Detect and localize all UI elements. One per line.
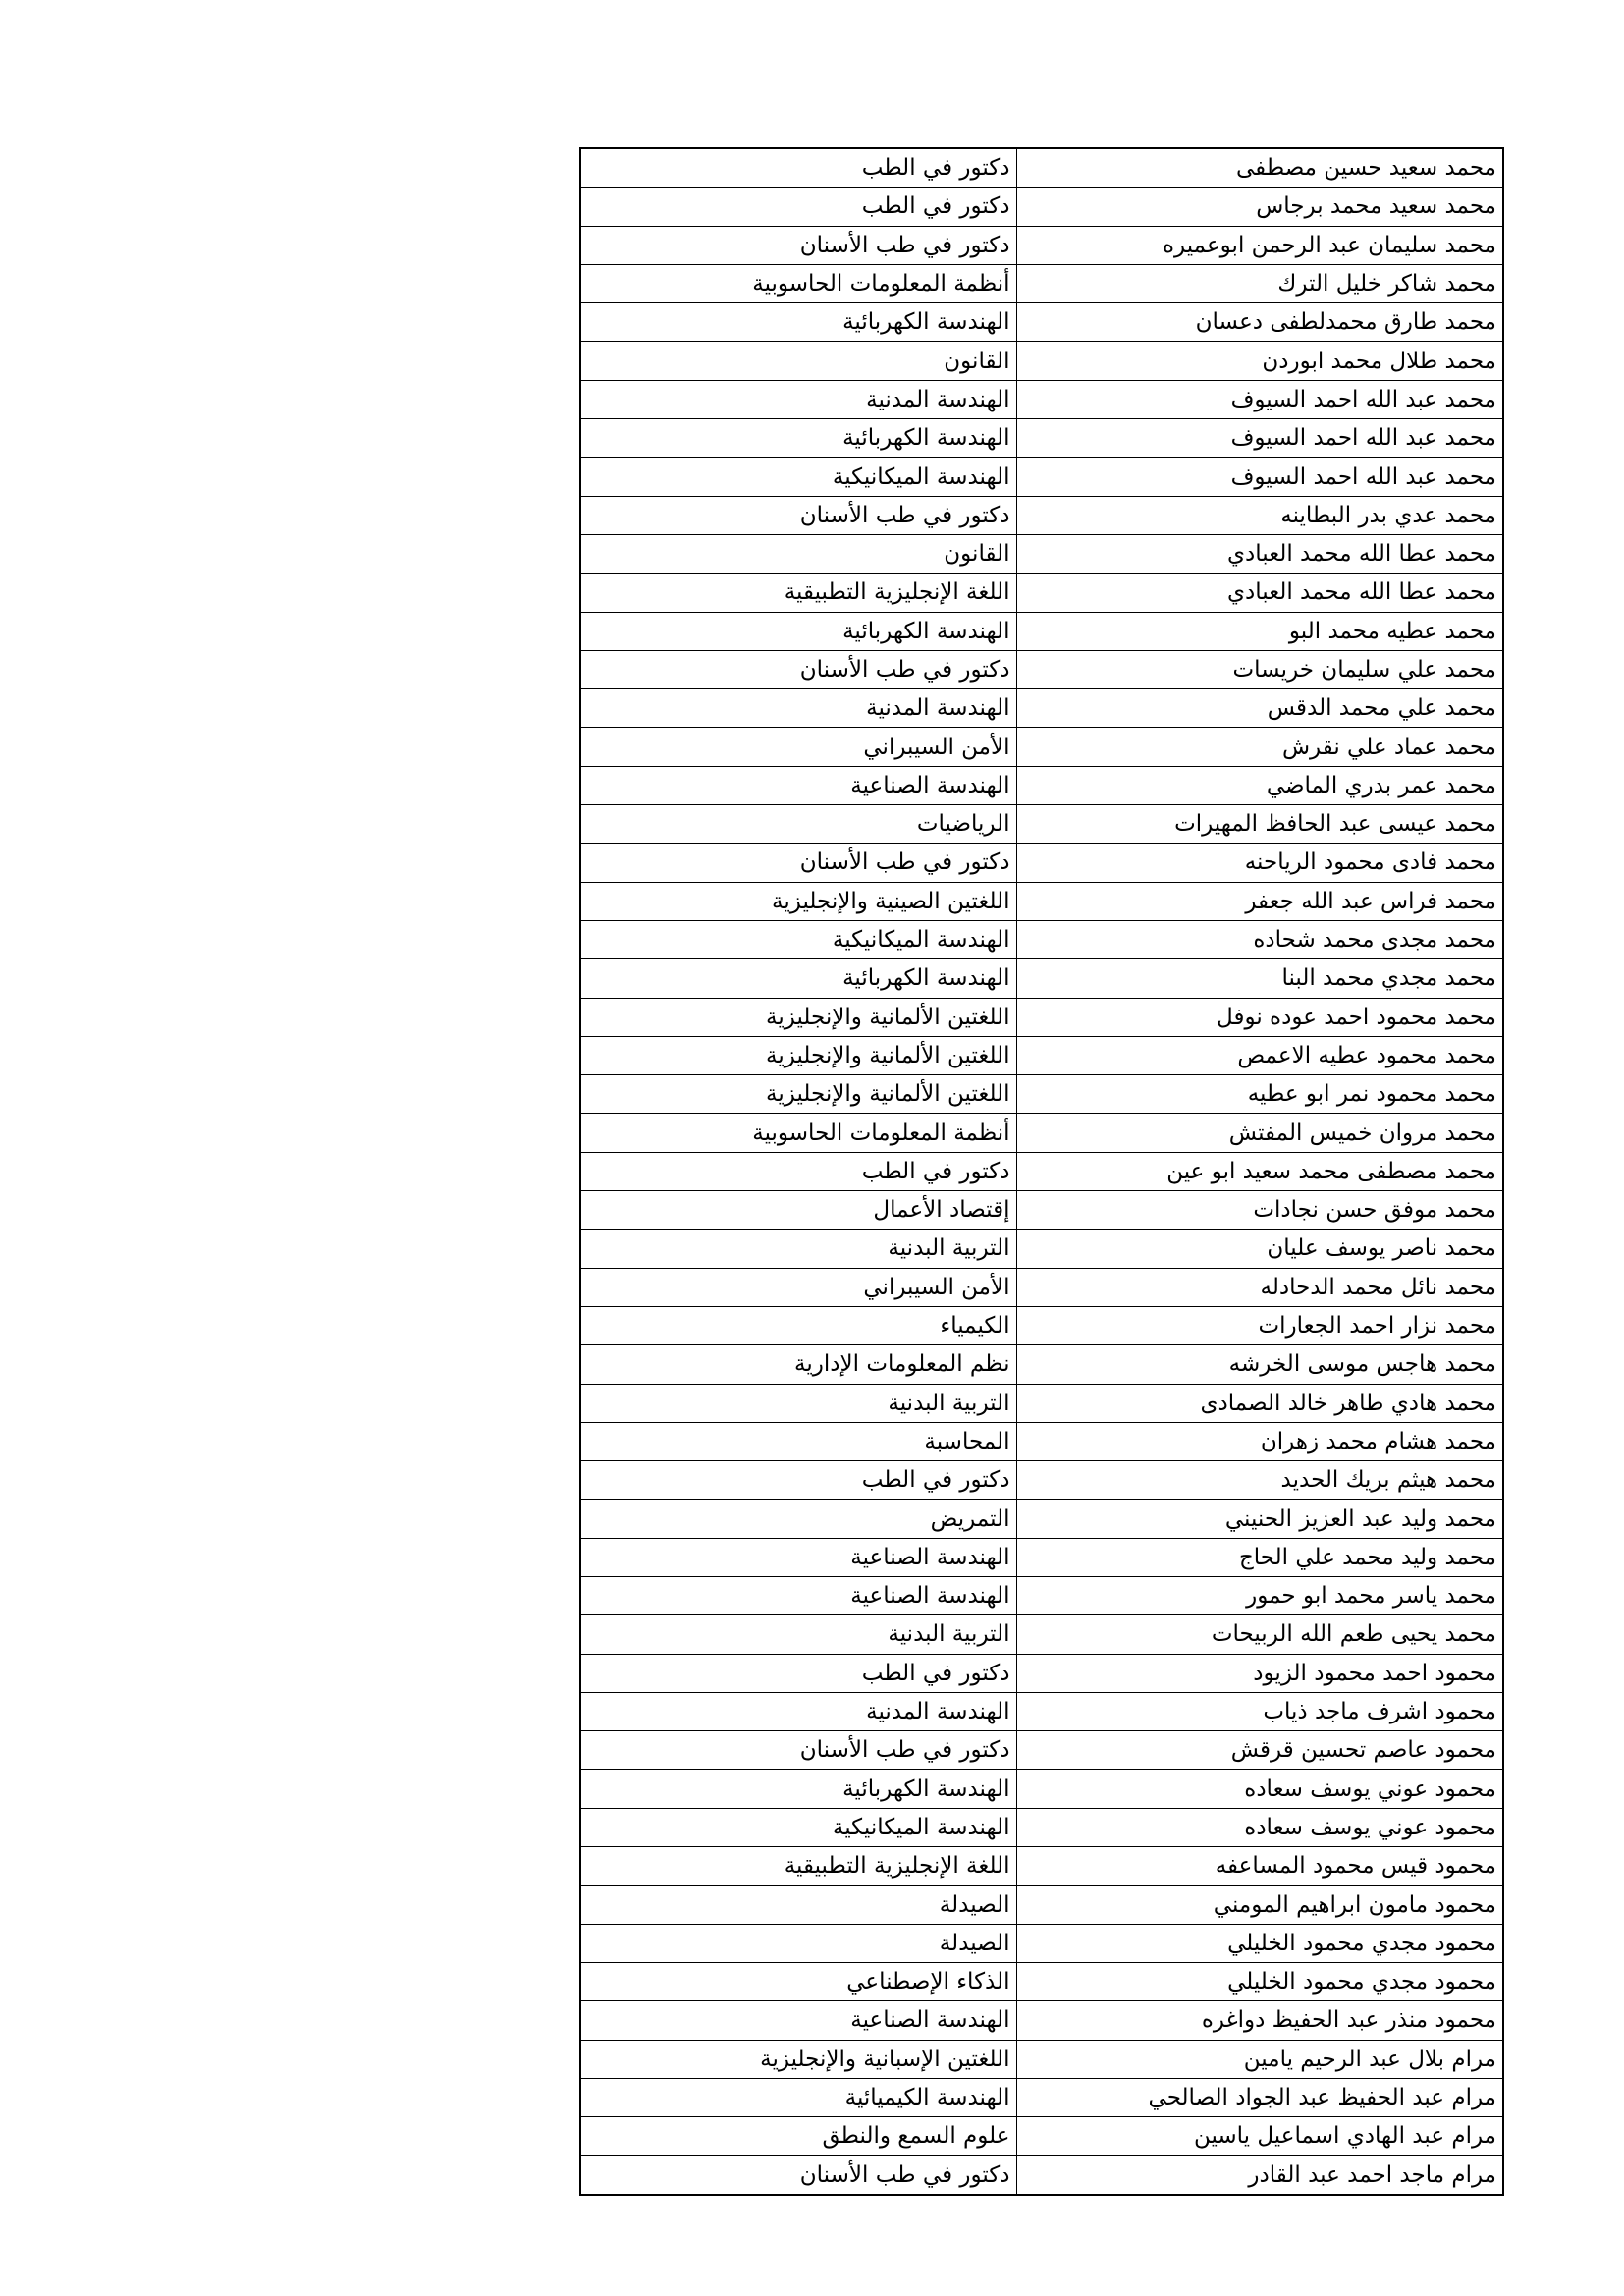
student-name-cell: مرام ماجد احمد عبد القادر <box>1016 2156 1503 2195</box>
table-row <box>580 844 1503 882</box>
major-cell: إقتصاد الأعمال <box>580 1191 1016 1230</box>
table-row <box>580 728 1503 766</box>
major-cell: الهندسة الميكانيكية <box>580 1808 1016 1846</box>
table-row <box>580 1847 1503 1886</box>
major-cell: اللغة الإنجليزية التطبيقية <box>580 1847 1016 1886</box>
major-cell: الذكاء الإصطناعي <box>580 1962 1016 2000</box>
student-name-cell: محمد طارق محمدلطفى دعسان <box>1016 303 1503 342</box>
major-cell: الهندسة المدنية <box>580 1692 1016 1730</box>
student-name-cell: محمد نائل محمد الدحادله <box>1016 1268 1503 1306</box>
major-cell: الهندسة الصناعية <box>580 1538 1016 1576</box>
major-cell: الهندسة الكهربائية <box>580 959 1016 998</box>
student-name-cell: محمد عطا الله محمد العبادي <box>1016 534 1503 573</box>
names-table <box>579 147 1504 2196</box>
student-name-cell: محمد فادى محمود الرياحنه <box>1016 844 1503 882</box>
student-name-cell: محمد هاجس موسى الخرشه <box>1016 1345 1503 1384</box>
table-row <box>580 1075 1503 1114</box>
major-cell: الرياضيات <box>580 805 1016 844</box>
student-name-cell: محمد ناصر يوسف عليان <box>1016 1230 1503 1268</box>
table-row <box>580 534 1503 573</box>
student-name-cell: محمود عوني يوسف سعاده <box>1016 1808 1503 1846</box>
student-name-cell: مرام عبد الهادي اسماعيل ياسين <box>1016 2117 1503 2156</box>
major-cell: دكتور في طب الأسنان <box>580 226 1016 264</box>
major-cell: دكتور في الطب <box>580 148 1016 188</box>
table-row <box>580 689 1503 728</box>
student-name-cell: محمد عطيه محمد البو <box>1016 612 1503 650</box>
table-row <box>580 1306 1503 1344</box>
student-name-cell: محمد سعيد حسين مصطفى <box>1016 148 1503 188</box>
table-row <box>580 1345 1503 1384</box>
major-cell: الكيمياء <box>580 1306 1016 1344</box>
table-row <box>580 1654 1503 1692</box>
table-row <box>580 1268 1503 1306</box>
student-name-cell: محمد عبد الله احمد السيوف <box>1016 458 1503 496</box>
major-cell: دكتور في طب الأسنان <box>580 2156 1016 2195</box>
major-cell: أنظمة المعلومات الحاسوبية <box>580 264 1016 302</box>
student-name-cell: محمد هشام محمد زهران <box>1016 1422 1503 1460</box>
table-row <box>580 1152 1503 1190</box>
major-cell: اللغتين الصينية والإنجليزية <box>580 882 1016 920</box>
table-row <box>580 650 1503 688</box>
student-name-cell: مرام عبد الحفيظ عبد الجواد الصالحي <box>1016 2078 1503 2116</box>
student-name-cell: محمد هيثم بريك الحديد <box>1016 1461 1503 1500</box>
student-name-cell: محمد محمود عطيه الاعمص <box>1016 1036 1503 1074</box>
table-row <box>580 496 1503 534</box>
table-row <box>580 380 1503 418</box>
major-cell: اللغتين الإسبانية والإنجليزية <box>580 2040 1016 2078</box>
student-name-cell: محمد مروان خميس المفتش <box>1016 1114 1503 1152</box>
major-cell: التربية البدنية <box>580 1615 1016 1654</box>
table-row <box>580 882 1503 920</box>
major-cell: دكتور في طب الأسنان <box>580 650 1016 688</box>
table-row <box>580 1731 1503 1770</box>
table-row <box>580 574 1503 612</box>
table-row <box>580 1962 1503 2000</box>
major-cell: الصيدلة <box>580 1924 1016 1962</box>
major-cell: علوم السمع والنطق <box>580 2117 1016 2156</box>
major-cell: القانون <box>580 342 1016 380</box>
student-name-cell: محمد عدي بدر البطاينه <box>1016 496 1503 534</box>
major-cell: دكتور في الطب <box>580 1654 1016 1692</box>
student-name-cell: محمد طلال محمد ابوردن <box>1016 342 1503 380</box>
table-row <box>580 1422 1503 1460</box>
major-cell: الهندسة الكهربائية <box>580 1770 1016 1808</box>
table-row <box>580 2078 1503 2116</box>
student-name-cell: مرام بلال عبد الرحيم يامين <box>1016 2040 1503 2078</box>
major-cell: اللغة الإنجليزية التطبيقية <box>580 574 1016 612</box>
student-name-cell: محمد عطا الله محمد العبادي <box>1016 574 1503 612</box>
student-name-cell: محمود عوني يوسف سعاده <box>1016 1770 1503 1808</box>
table-row <box>580 1576 1503 1614</box>
table-body <box>580 148 1503 2195</box>
table-row <box>580 998 1503 1036</box>
student-name-cell: محمود منذر عبد الحفيظ دواغره <box>1016 2001 1503 2040</box>
student-name-cell: محمد عمر بدري الماضي <box>1016 766 1503 804</box>
student-name-cell: محمد عبد الله احمد السيوف <box>1016 419 1503 458</box>
student-name-cell: محمد هادي طاهر خالد الصمادى <box>1016 1384 1503 1422</box>
table-row <box>580 1886 1503 1924</box>
table-row <box>580 1615 1503 1654</box>
student-name-cell: محمد مجدي محمد البنا <box>1016 959 1503 998</box>
major-cell: الأمن السيبراني <box>580 728 1016 766</box>
major-cell: اللغتين الألمانية والإنجليزية <box>580 1036 1016 1074</box>
major-cell: الصيدلة <box>580 1886 1016 1924</box>
student-name-cell: محمود احمد محمود الزيود <box>1016 1654 1503 1692</box>
table-row <box>580 612 1503 650</box>
major-cell: دكتور في الطب <box>580 1461 1016 1500</box>
major-cell: الهندسة الصناعية <box>580 1576 1016 1614</box>
table-row <box>580 1036 1503 1074</box>
major-cell: الهندسة الكهربائية <box>580 303 1016 342</box>
major-cell: الهندسة المدنية <box>580 380 1016 418</box>
student-name-cell: محمد موفق حسن نجادات <box>1016 1191 1503 1230</box>
major-cell: القانون <box>580 534 1016 573</box>
table-row <box>580 766 1503 804</box>
major-cell: دكتور في طب الأسنان <box>580 1731 1016 1770</box>
student-name-cell: محمد فراس عبد الله جعفر <box>1016 882 1503 920</box>
major-cell: الهندسة الصناعية <box>580 2001 1016 2040</box>
major-cell: دكتور في طب الأسنان <box>580 496 1016 534</box>
document-page <box>579 147 1502 2196</box>
table-row <box>580 458 1503 496</box>
major-cell: الهندسة المدنية <box>580 689 1016 728</box>
major-cell: دكتور في طب الأسنان <box>580 844 1016 882</box>
table-row <box>580 1114 1503 1152</box>
student-name-cell: محمد محمود نمر ابو عطيه <box>1016 1075 1503 1114</box>
table-row <box>580 2001 1503 2040</box>
table-row <box>580 2117 1503 2156</box>
student-name-cell: محمد محمود احمد عوده نوفل <box>1016 998 1503 1036</box>
student-name-cell: محمد عبد الله احمد السيوف <box>1016 380 1503 418</box>
major-cell: المحاسبة <box>580 1422 1016 1460</box>
table-row <box>580 1808 1503 1846</box>
table-row <box>580 1924 1503 1962</box>
student-name-cell: محمد وليد عبد العزيز الحنيني <box>1016 1500 1503 1538</box>
student-name-cell: محمد مجدى محمد شحاده <box>1016 920 1503 958</box>
student-name-cell: محمد علي محمد الدقس <box>1016 689 1503 728</box>
table-row <box>580 959 1503 998</box>
major-cell: الهندسة الكهربائية <box>580 419 1016 458</box>
student-name-cell: محمد عيسى عبد الحافظ المهيرات <box>1016 805 1503 844</box>
student-name-cell: محمود مجدي محمود الخليلي <box>1016 1924 1503 1962</box>
major-cell: دكتور في الطب <box>580 188 1016 226</box>
student-name-cell: محمد سليمان عبد الرحمن ابوعميره <box>1016 226 1503 264</box>
major-cell: أنظمة المعلومات الحاسوبية <box>580 1114 1016 1152</box>
table-row <box>580 1461 1503 1500</box>
table-row <box>580 1692 1503 1730</box>
major-cell: اللغتين الألمانية والإنجليزية <box>580 998 1016 1036</box>
major-cell: دكتور في الطب <box>580 1152 1016 1190</box>
major-cell: الأمن السيبراني <box>580 1268 1016 1306</box>
table-row <box>580 188 1503 226</box>
table-row <box>580 226 1503 264</box>
student-name-cell: محمد يحيى طعم الله الربيحات <box>1016 1615 1503 1654</box>
table-row <box>580 342 1503 380</box>
major-cell: التمريض <box>580 1500 1016 1538</box>
table-row <box>580 1191 1503 1230</box>
table-row <box>580 805 1503 844</box>
table-row <box>580 419 1503 458</box>
major-cell: نظم المعلومات الإدارية <box>580 1345 1016 1384</box>
major-cell: الهندسة الميكانيكية <box>580 458 1016 496</box>
major-cell: التربية البدنية <box>580 1230 1016 1268</box>
table-row <box>580 1770 1503 1808</box>
student-name-cell: محمود مجدي محمود الخليلي <box>1016 1962 1503 2000</box>
table-row <box>580 264 1503 302</box>
student-name-cell: محمد نزار احمد الجعارات <box>1016 1306 1503 1344</box>
major-cell: الهندسة الميكانيكية <box>580 920 1016 958</box>
student-name-cell: محمود قيس محمود المساعفه <box>1016 1847 1503 1886</box>
table-row <box>580 1384 1503 1422</box>
table-row <box>580 148 1503 188</box>
student-name-cell: محمد سعيد محمد برجاس <box>1016 188 1503 226</box>
table-row <box>580 1230 1503 1268</box>
student-name-cell: محمود اشرف ماجد ذياب <box>1016 1692 1503 1730</box>
major-cell: الهندسة الكيميائية <box>580 2078 1016 2116</box>
student-name-cell: محمود عاصم تحسين قرقش <box>1016 1731 1503 1770</box>
table-row <box>580 2156 1503 2195</box>
table-row <box>580 1538 1503 1576</box>
student-name-cell: محمد شاكر خليل الترك <box>1016 264 1503 302</box>
major-cell: التربية البدنية <box>580 1384 1016 1422</box>
table-row <box>580 2040 1503 2078</box>
student-name-cell: محمد ياسر محمد ابو حمور <box>1016 1576 1503 1614</box>
student-name-cell: محمد وليد محمد علي الحاج <box>1016 1538 1503 1576</box>
table-row <box>580 920 1503 958</box>
student-name-cell: محمد علي سليمان خريسات <box>1016 650 1503 688</box>
major-cell: الهندسة الصناعية <box>580 766 1016 804</box>
student-name-cell: محمد مصطفى محمد سعيد ابو عين <box>1016 1152 1503 1190</box>
major-cell: اللغتين الألمانية والإنجليزية <box>580 1075 1016 1114</box>
student-name-cell: محمد عماد علي نقرش <box>1016 728 1503 766</box>
table-row <box>580 1500 1503 1538</box>
table-row <box>580 303 1503 342</box>
student-name-cell: محمود مامون ابراهيم المومني <box>1016 1886 1503 1924</box>
major-cell: الهندسة الكهربائية <box>580 612 1016 650</box>
